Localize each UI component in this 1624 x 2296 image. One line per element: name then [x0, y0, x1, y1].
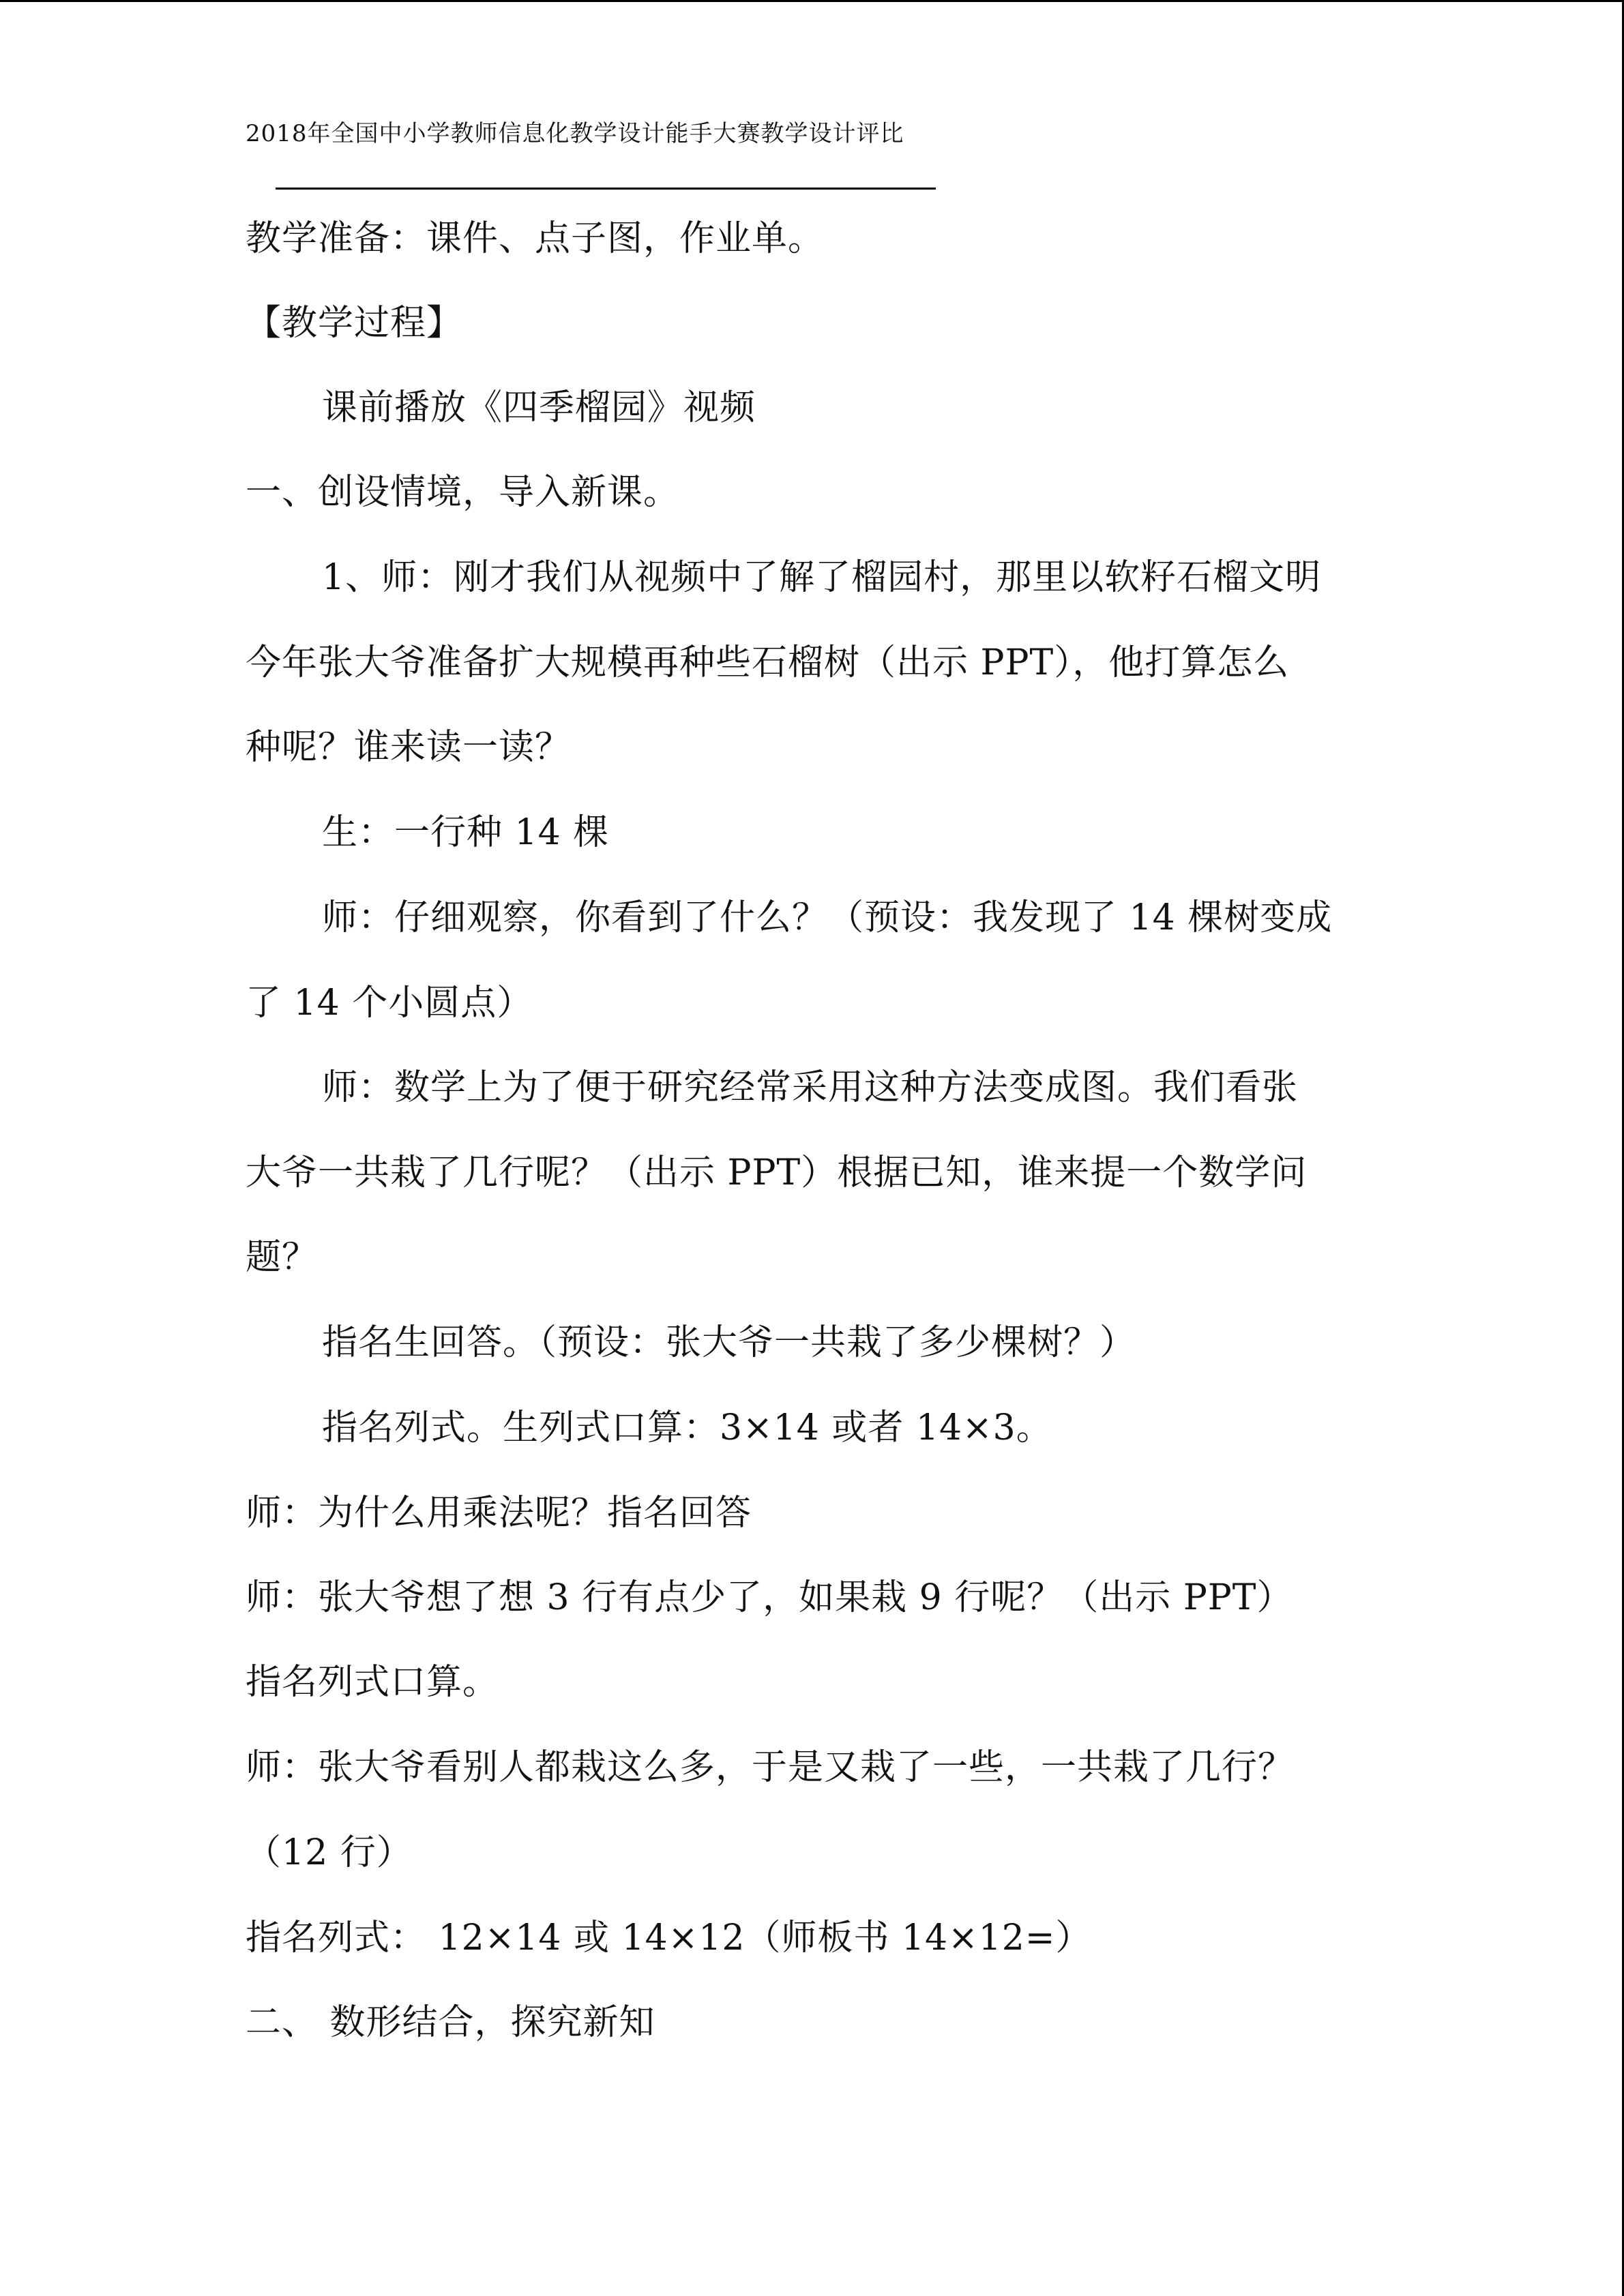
teaching-preparation: 教学准备：课件、点子图，作业单。	[246, 218, 825, 259]
paragraph-line: 大爷一共栽了几行呢？（出示 PPT）根据已知，谁来提一个数学问	[246, 1152, 1308, 1193]
paragraph-line: 师：仔细观察，你看到了什么？（预设：我发现了 14 棵树变成	[322, 897, 1333, 938]
section-heading-2: 二、 数形结合，探究新知	[246, 2002, 655, 2043]
paragraph-line: 生：一行种 14 棵	[322, 812, 610, 853]
paragraph-line: 1、师：刚才我们从视频中了解了榴园村，那里以软籽石榴文明	[322, 557, 1322, 598]
paragraph-line: （12 行）	[246, 1832, 413, 1873]
paragraph-line: 师：数学上为了便于研究经常采用这种方法变成图。我们看张	[322, 1067, 1299, 1108]
paragraph-line: 师：为什么用乘法呢？指名回答	[246, 1493, 752, 1534]
header-divider	[276, 188, 936, 190]
page-top-border	[0, 0, 1624, 2]
paragraph-line: 课前播放《四季榴园》视频	[322, 387, 756, 428]
paragraph-line: 师：张大爷想了想 3 行有点少了，如果栽 9 行呢？（出示 PPT）	[246, 1577, 1293, 1618]
section-heading-process: 【教学过程】	[246, 303, 463, 344]
page-header-title: 2018年全国中小学教师信息化教学设计能手大赛教学设计评比	[246, 120, 904, 147]
paragraph-line: 指名列式： 12×14 或 14×12（师板书 14×12=）	[246, 1918, 1092, 1958]
paragraph-line: 题？	[246, 1237, 319, 1278]
paragraph-line: 指名生回答。（预设：张大爷一共栽了多少棵树？）	[322, 1322, 1136, 1363]
paragraph-line: 种呢？谁来读一读？	[246, 727, 572, 768]
paragraph-line: 了 14 个小圆点）	[246, 983, 533, 1024]
paragraph-line: 今年张大爷准备扩大规模再种些石榴树（出示 PPT），他打算怎么	[246, 642, 1290, 683]
paragraph-line: 指名列式。生列式口算：3×14 或者 14×3。	[322, 1407, 1052, 1448]
paragraph-line: 指名列式口算。	[246, 1662, 499, 1703]
section-heading-1: 一、创设情境，导入新课。	[246, 472, 680, 513]
paragraph-line: 师：张大爷看别人都栽这么多，于是又栽了一些，一共栽了几行？	[246, 1747, 1295, 1788]
